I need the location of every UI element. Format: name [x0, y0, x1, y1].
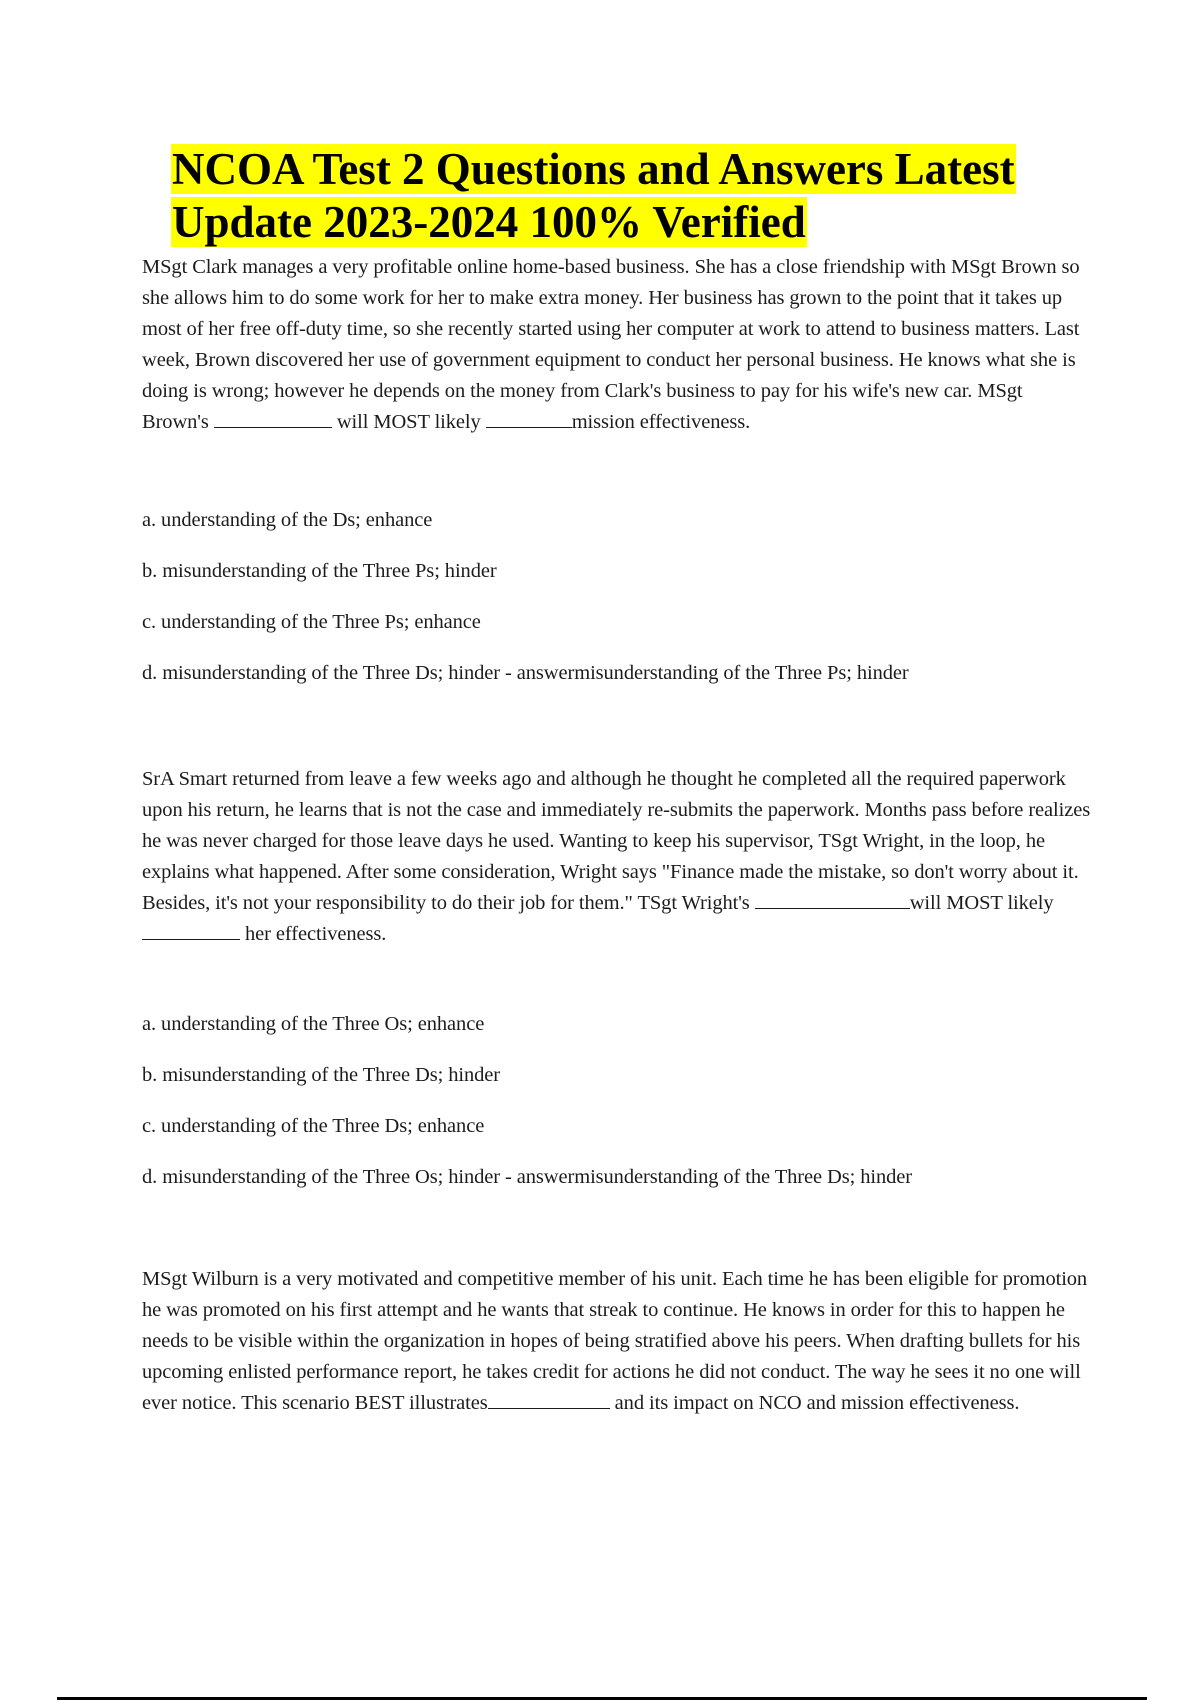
question-1-blank-2: [486, 409, 572, 428]
question-3-text-part-1: MSgt Wilburn is a very motivated and competitive member of his unit. Each time he has been eligible for promotion he was promoted on his first attempt and he wants that streak to continue. He knows in order for this to happen he needs to be visible within the organization in hopes of being stratified above his peers. When drafting bullets for his upcoming enlisted performance report, he takes credit for actions he did not conduct. The way he sees it no one will ever notice. This scenario BEST illustrates: [142, 1268, 1088, 1414]
question-2-option-b: b. misunderstanding of the Three Ds; hinder: [142, 1064, 500, 1086]
question-2-stem: [142, 764, 1092, 950]
question-2-option-c: c. understanding of the Three Ds; enhance: [142, 1115, 485, 1137]
question-2-option-a: a. understanding of the Three Os; enhance: [142, 1013, 485, 1035]
question-1-text-part-3: mission effectiveness.: [571, 411, 751, 433]
question-2-text-part-2: will MOST likely: [909, 892, 1054, 914]
question-1-option-b: b. misunderstanding of the Three Ps; hinder: [142, 560, 497, 582]
question-1-text-part-1: MSgt Clark manages a very profitable online home-based business. She has a close friendship with MSgt Brown so she allows him to do some work for her to make extra money. Her business has grown to the point that it takes up most of her free off-duty time, so she recently started using her computer at work to attend to business matters. Last week, Brown discovered her use of government equipment to conduct her personal business. He knows what she is doing is wrong; however he depends on the money from Clark's business to pay for his wife's new car. MSgt Brown's: [142, 256, 1080, 433]
question-2-option-d-with-answer: d. misunderstanding of the Three Os; hinder - answermisunderstanding of the Three Ds; hinder: [142, 1166, 913, 1188]
question-2-text-part-1: SrA Smart returned from leave a few weeks ago and although he thought he completed all the required paperwork upon his return, he learns that is not the case and immediately re-submits the paperwork. Months pass before realizes he was never charged for those leave days he used. Wanting to keep his supervisor, TSgt Wright, in the loop, he explains what happened. After some consideration, Wright says "Finance made the mistake, so don't worry about it. Besides, it's not your responsibility to do their job for them." TSgt Wright's: [142, 768, 1091, 914]
question-3-blank-1: [488, 1390, 610, 1409]
question-1-blank-1: [214, 409, 332, 428]
title-highlight-line-2: Update 2023-2024 100% Verified: [172, 197, 806, 247]
question-2-blank-2: [142, 921, 240, 940]
title-highlight-line-1: NCOA Test 2 Questions and Answers Latest: [172, 144, 1015, 194]
question-1-option-a: a. understanding of the Ds; enhance: [142, 509, 433, 531]
question-2-blank-1: [755, 890, 910, 909]
question-3-text-part-2: and its impact on NCO and mission effectiveness.: [609, 1392, 1020, 1414]
document-title: [171, 143, 1111, 249]
question-1-option-c: c. understanding of the Three Ps; enhance: [142, 611, 481, 633]
question-1-stem: [142, 252, 1092, 438]
question-1-option-d-with-answer: d. misunderstanding of the Three Ds; hinder - answermisunderstanding of the Three Ps; hinder: [142, 662, 909, 684]
question-3-stem: [142, 1264, 1092, 1419]
question-2-text-part-3: her effectiveness.: [240, 923, 387, 945]
question-1-text-part-2: will MOST likely: [331, 411, 486, 433]
